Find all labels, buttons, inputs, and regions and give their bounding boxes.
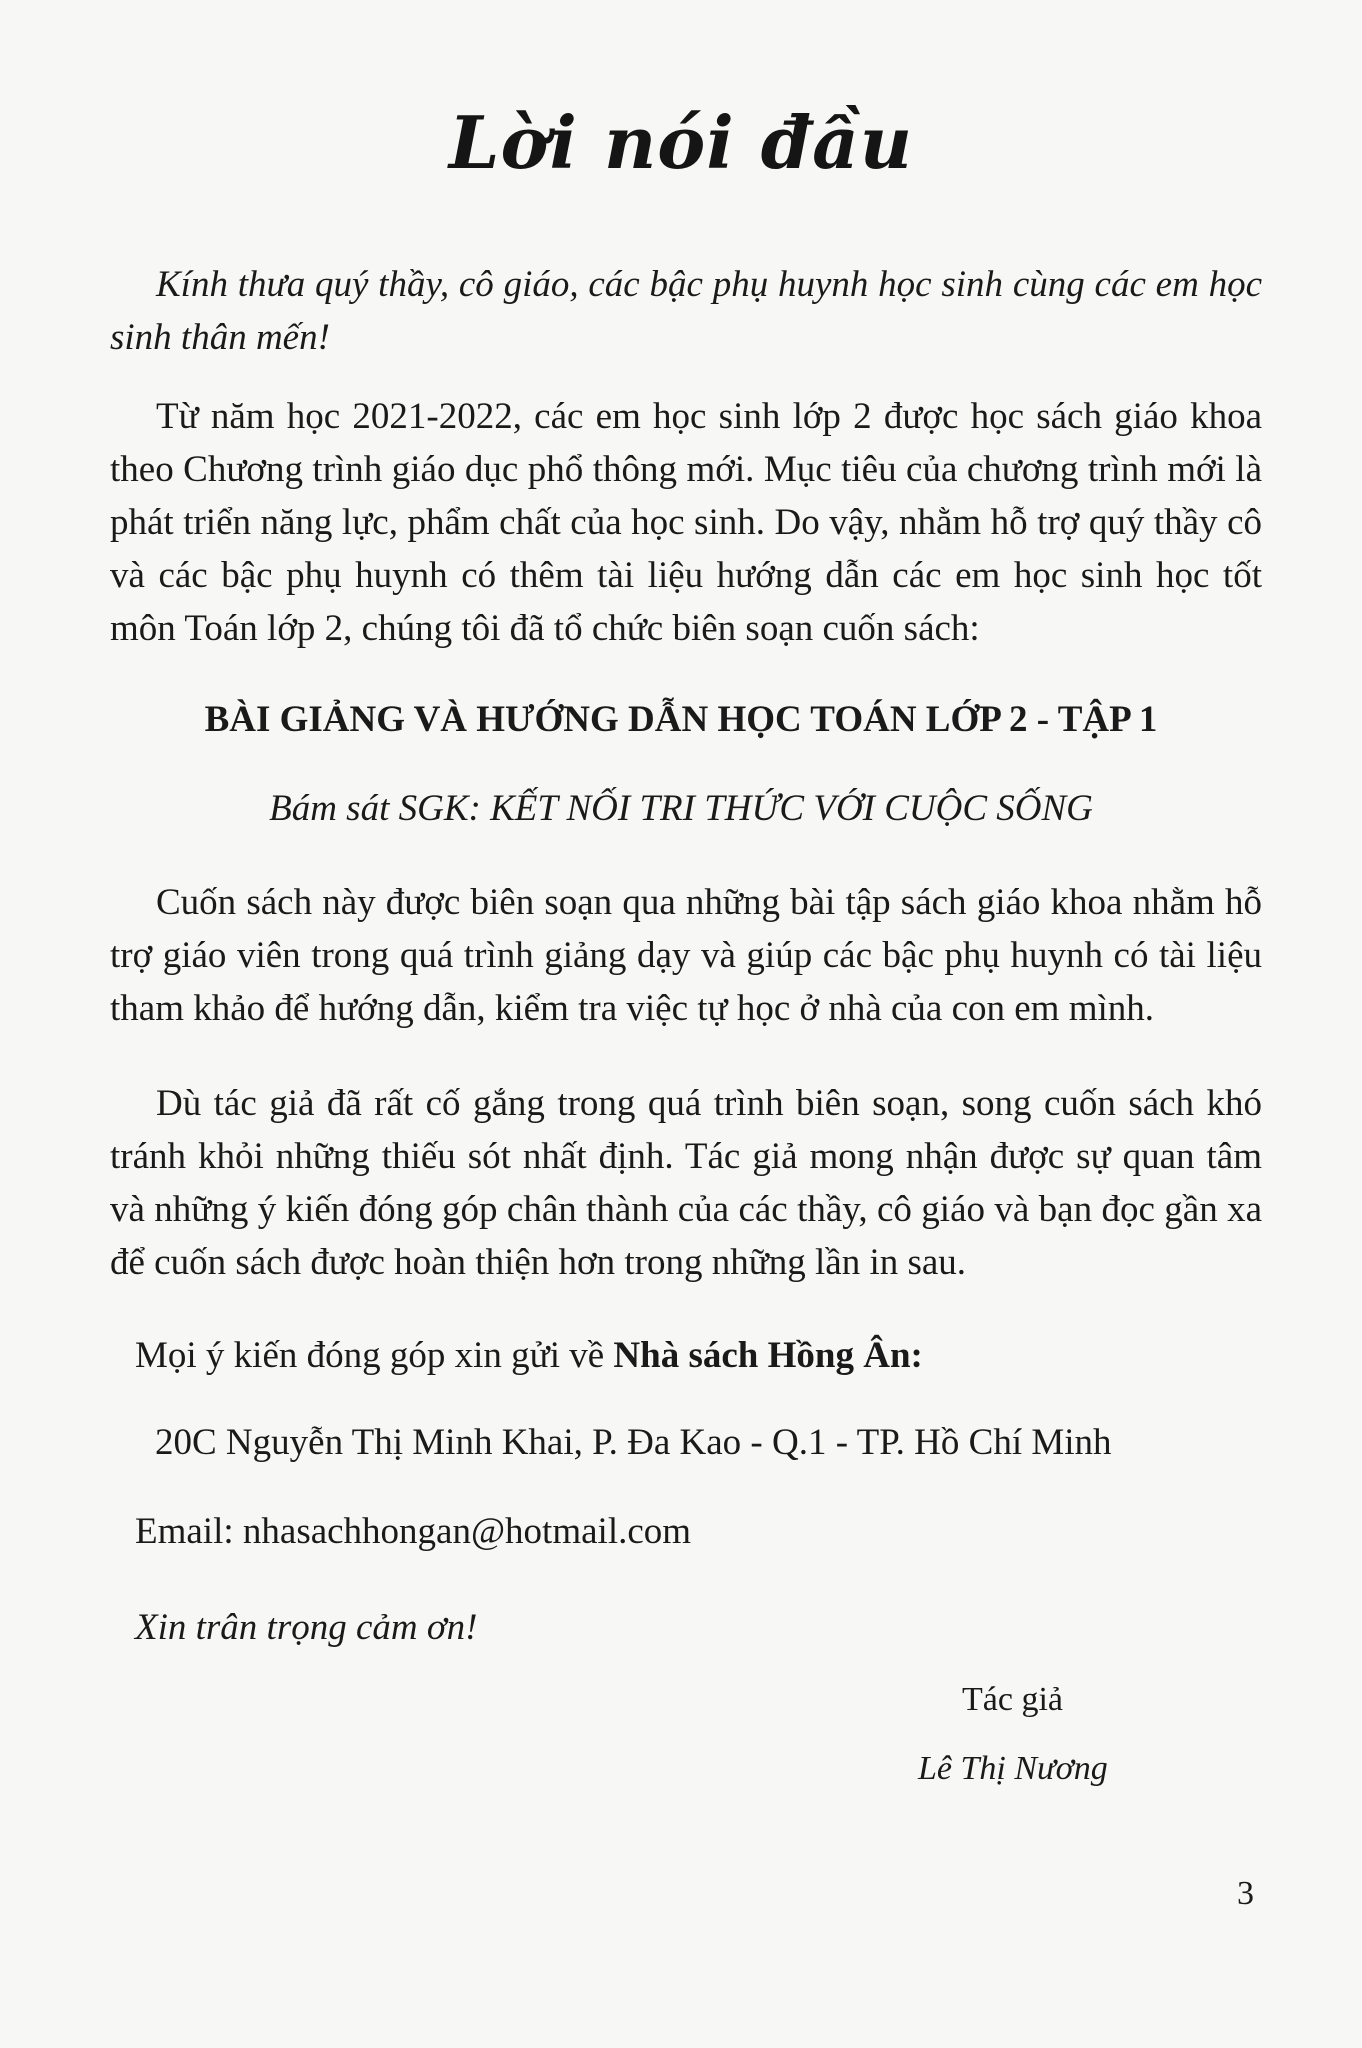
signature-name: Lê Thị Nương <box>918 1750 1108 1787</box>
purpose-paragraph: Cuốn sách này được biên soạn qua những bài tập sách giáo khoa nhằm hỗ trợ giáo viên trong quá trình giảng dạy và giúp các bậc phụ huynh có tài liệu tham khảo để hướng dẫn, kiểm tra việc tự học ở nhà của con em mình. <box>110 882 1262 1029</box>
page-title: Lời nói đầu <box>448 100 914 185</box>
publisher-name: Nhà sách Hồng Ân: <box>613 1335 923 1376</box>
contact-prefix: Mọi ý kiến đóng góp xin gửi về <box>135 1335 614 1376</box>
greeting-paragraph: Kính thưa quý thầy, cô giáo, các bậc phụ huynh học sinh cùng các em học sinh thân mến! <box>110 264 1262 358</box>
page-number: 3 <box>1237 1875 1254 1912</box>
apology-paragraph: Dù tác giả đã rất cố gắng trong quá trình biên soạn, song cuốn sách khó tránh khỏi những thiếu sót nhất định. Tác giả mong nhận được sự quan tâm và những ý kiến đóng góp chân thành của các thầy, cô giáo và bạn đọc gần xa để cuốn sách được hoàn thiện hơn trong những lần in sau. <box>110 1083 1262 1283</box>
book-title: BÀI GIẢNG VÀ HƯỚNG DẪN HỌC TOÁN LỚP 2 - TẬP 1 <box>204 699 1158 740</box>
contact-line <box>135 1334 923 1377</box>
publisher-address: 20C Nguyễn Thị Minh Khai, P. Đa Kao - Q.1 - TP. Hồ Chí Minh <box>155 1422 1112 1463</box>
signature-role: Tác giả <box>962 1681 1063 1718</box>
book-subtitle: Bám sát SGK: KẾT NỐI TRI THỨC VỚI CUỘC SỐNG <box>269 788 1093 829</box>
intro-paragraph: Từ năm học 2021-2022, các em học sinh lớp 2 được học sách giáo khoa theo Chương trình giáo dục phổ thông mới. Mục tiêu của chương trình mới là phát triển năng lực, phẩm chất của học sinh. Do vậy, nhằm hỗ trợ quý thầy cô và các bậc phụ huynh có thêm tài liệu hướng dẫn các em học sinh học tốt môn Toán lớp 2, chúng tôi đã tổ chức biên soạn cuốn sách: <box>110 396 1262 649</box>
email-line: Email: nhasachhongan@hotmail.com <box>135 1511 692 1552</box>
thanks-line: Xin trân trọng cảm ơn! <box>135 1607 478 1648</box>
